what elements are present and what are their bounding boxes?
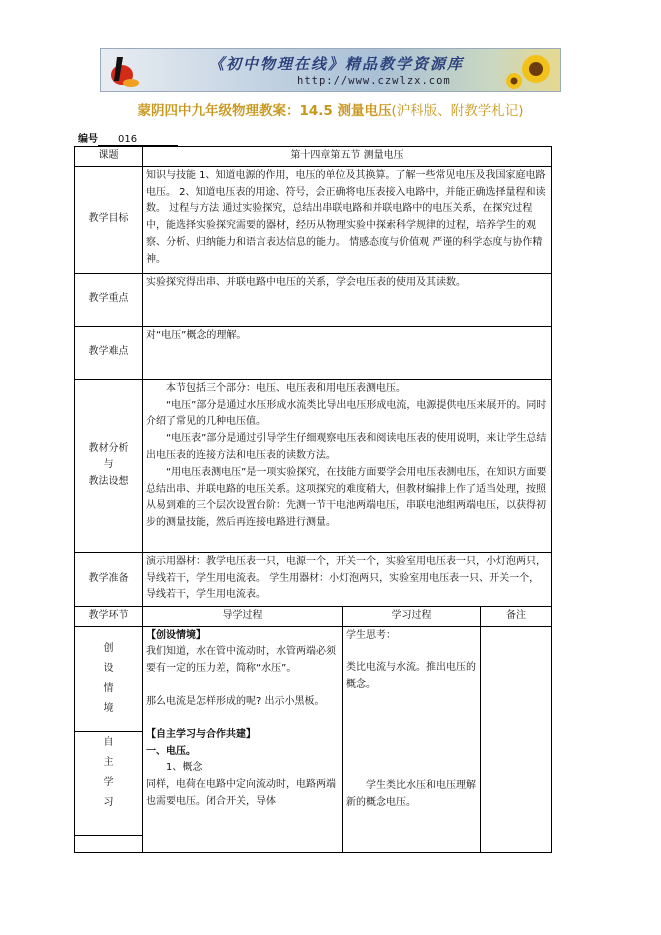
guide-paragraph: 我们知道，水在管中流动时，水管两端必须要有一定的压力差，简称“水压”。 (146, 646, 336, 675)
header-guide: 导学过程 (143, 606, 343, 626)
guide-heading: 一、电压。 (146, 745, 196, 757)
goals-text: 知识与技能 1、知道电源的作用，电压的单位及其换算。了解一些常见电压及我国家庭电路电压。 2、知道电压表的用途、符号，会正确将电压表接入电路中，并能正确选择量程和读数。 过程与方法 通过实验探究，总结出串联电路和并联电路中的电压关系，在探究过程中，能选择实验探究需要的器材，经历从物理实验中探索科学规律的过程，培养学生的观察、分析、归纳能力和语言表达信息的能力。 情感态度与价值观 严谨的科学态度与协作精神。 (143, 166, 552, 273)
row-prep (75, 552, 552, 606)
number-label: 编号 (78, 134, 98, 145)
step-char: 境 (103, 702, 114, 714)
note-cell (481, 626, 552, 852)
learn-text: 学生类比水压和电压理解新的概念电压。 (346, 779, 476, 808)
guide-paragraph: 同样，电荷在电路中定向流动时，电路两端也需要电压。闭合开关，导体 (146, 779, 336, 807)
guide-paragraph: 那么电流是怎样形成的呢? 出示小黑板。 (146, 695, 325, 707)
step-char: 学 (103, 776, 114, 788)
step-char: 设 (103, 662, 114, 674)
analysis-label-3: 教法设想 (88, 476, 129, 488)
row-key (75, 273, 552, 326)
sunflower-icon (506, 51, 558, 91)
analysis-paragraph: “电压表”部分是通过引导学生仔细观察电压表和阅读电压表的使用说明，来让学生总结出电压表的连接方法和电压表的读数方法。 (146, 433, 547, 461)
analysis-paragraph: 本节包括三个部分：电压、电压表和用电压表测电压。 (166, 382, 406, 394)
step-char: 创 (103, 642, 114, 654)
step-blank (75, 835, 143, 852)
step-create-scene (75, 626, 143, 731)
step-char: 自 (103, 736, 114, 748)
analysis-label (75, 379, 143, 552)
analysis-paragraph: “电压”部分是通过水压形成水流类比导出电压形成电流，电源提供电压来展开的。同时介绍了常见的几种电压值。 (146, 399, 547, 428)
topic-label: 课题 (75, 147, 143, 167)
page-title (0, 99, 661, 119)
learn-text: 类比电流与水流。推出电压的概念。 (346, 662, 476, 691)
analysis-label-1: 教材分析 (88, 442, 129, 454)
banner-brand: 《初中物理在线》精品教学资源库 (209, 55, 465, 73)
key-text: 实验探究得出串、并联电路中电压的关系，学会电压表的使用及其读数。 (143, 273, 552, 326)
doc-number (78, 130, 178, 146)
analysis-text (143, 379, 552, 552)
row-process-header (75, 606, 552, 626)
key-label: 教学重点 (75, 273, 143, 326)
guide-subheading: 1、概念 (166, 762, 203, 774)
title-note: (沪科版、附教学札记) (391, 103, 524, 119)
row-topic (75, 147, 552, 167)
prep-text: 演示用器材：教学电压表一只，电源一个，开关一个，实验室用电压表一只，小灯泡两只，导线若干，学生用电流表。 学生用器材：小灯泡两只，实验室用电压表一只、开关一个，导线若干，学生用电流表。 (143, 552, 552, 606)
section-self-study-title: 【自主学习与合作共建】 (146, 728, 256, 740)
header-banner (100, 48, 561, 92)
row-difficulty (75, 326, 552, 379)
step-self-study (75, 731, 143, 835)
row-create-scene (75, 626, 552, 731)
step-char: 情 (103, 682, 114, 694)
step-char: 主 (103, 756, 114, 768)
number-value: 016 (98, 134, 178, 146)
difficulty-text: 对“电压”概念的理解。 (143, 326, 552, 379)
analysis-paragraph: “用电压表测电压”是一项实验探究，在技能方面要学会用电压表测电压，在知识方面要总结出串、并联电路的电压关系。这项探究的难度稍大，但教材编排上作了适当处理，按照从易到难的三个层次设置台阶：先测一节干电池两端电压，串联电池组两端电压，以获得初步的测量技能，然后再连接电路进行测量。 (146, 466, 547, 529)
section-create-title: 【创设情境】 (146, 629, 206, 641)
analysis-label-2: 与 (103, 459, 114, 471)
header-learn: 学习过程 (343, 606, 481, 626)
topic-value: 第十四章第五节 测量电压 (143, 147, 552, 167)
prep-label: 教学准备 (75, 552, 143, 606)
learn-process-cell (343, 626, 481, 852)
guide-process-cell (143, 626, 343, 852)
lesson-plan-table (74, 146, 552, 853)
goals-label: 教学目标 (75, 166, 143, 273)
step-char: 习 (103, 796, 114, 808)
title-main: 蒙阴四中九年级物理教案：14.5 测量电压 (137, 103, 392, 119)
banner-url[interactable]: http://www.czwlzx.com (297, 75, 451, 87)
difficulty-label: 教学难点 (75, 326, 143, 379)
header-step: 教学环节 (75, 606, 143, 626)
row-analysis (75, 379, 552, 552)
header-note: 备注 (481, 606, 552, 626)
learn-text: 学生思考： (346, 629, 396, 641)
row-goals (75, 166, 552, 273)
site-logo-icon (107, 53, 141, 89)
